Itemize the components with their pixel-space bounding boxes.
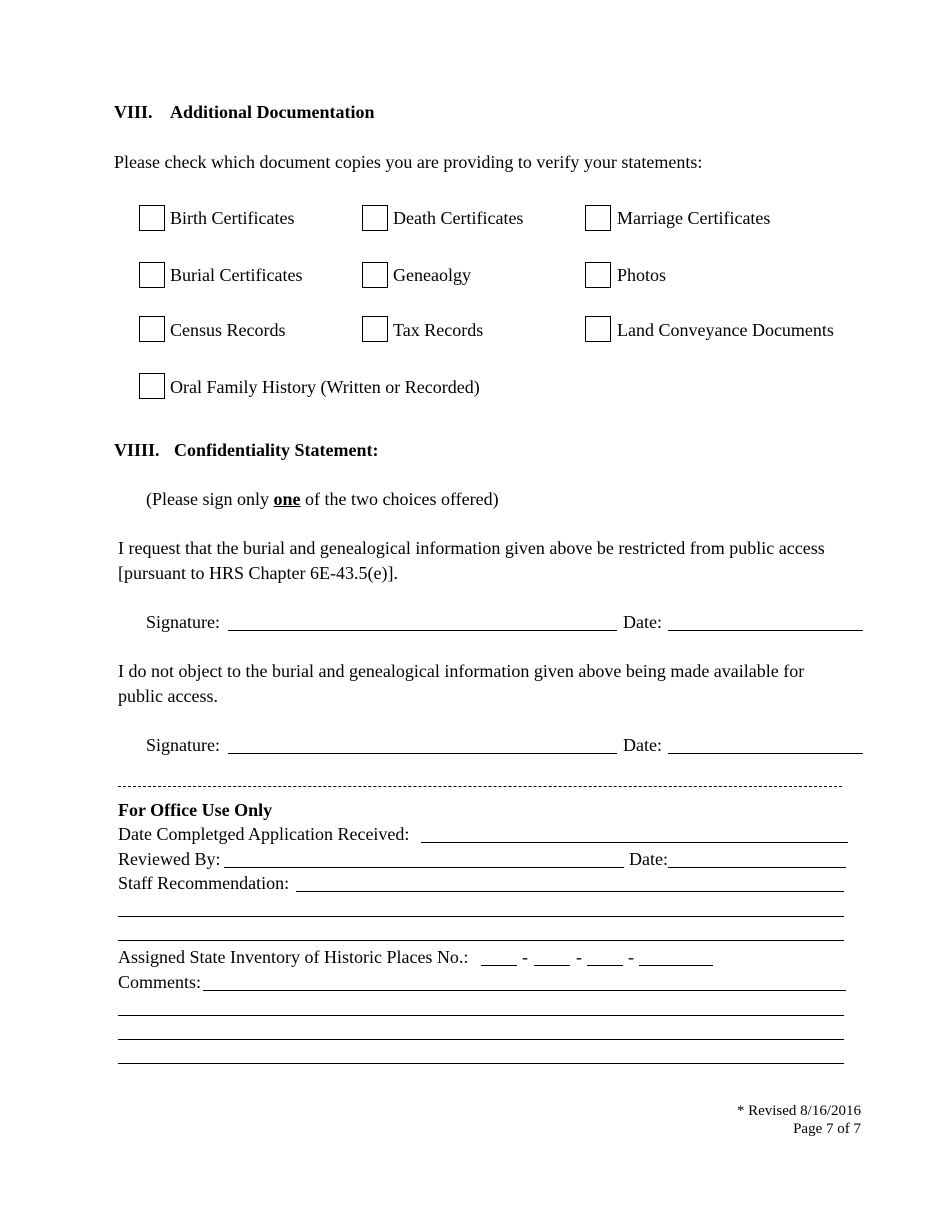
checkbox-label: Photos xyxy=(617,265,667,285)
checkbox-burial-certificates[interactable] xyxy=(139,262,165,288)
comments-label: Comments: xyxy=(118,972,202,992)
checkbox-birth-certificates[interactable] xyxy=(139,205,165,231)
checkbox-label: Death Certificates xyxy=(393,208,524,228)
comments-line-4[interactable] xyxy=(118,1063,844,1064)
option-2-text-line-2: public access. xyxy=(118,686,218,706)
inventory-field-4[interactable] xyxy=(639,965,713,966)
checkbox-land-conveyance-documents[interactable] xyxy=(585,316,611,342)
checkbox-label: Oral Family History (Written or Recorded) xyxy=(170,377,480,397)
date-label: Date: xyxy=(623,735,662,755)
reviewed-by-line[interactable] xyxy=(224,867,624,868)
signature-line-2[interactable] xyxy=(228,753,617,754)
inventory-separator: - xyxy=(522,947,528,967)
checkbox-genealogy[interactable] xyxy=(362,262,388,288)
sign-one-note: (Please sign only one of the two choices offered) xyxy=(146,489,499,509)
inventory-field-1[interactable] xyxy=(481,965,517,966)
date-received-line[interactable] xyxy=(421,842,848,843)
checkbox-label: Census Records xyxy=(170,320,286,340)
comments-line-3[interactable] xyxy=(118,1039,844,1040)
inventory-label: Assigned State Inventory of Historic Places No.: xyxy=(118,947,469,967)
section-8-title: Additional Documentation xyxy=(170,102,375,122)
checkbox-label: Tax Records xyxy=(393,320,484,340)
inventory-separator: - xyxy=(576,947,582,967)
section-8-instruction: Please check which document copies you are providing to verify your statements: xyxy=(114,152,703,172)
signature-label: Signature: xyxy=(146,735,220,755)
inventory-field-3[interactable] xyxy=(587,965,623,966)
checkbox-label: Burial Certificates xyxy=(170,265,303,285)
inventory-field-2[interactable] xyxy=(534,965,570,966)
section-9-title: Confidentiality Statement: xyxy=(174,440,379,460)
option-2-text-line-1: I do not object to the burial and genealogical information given above being made available for xyxy=(118,661,805,681)
date-label: Date: xyxy=(623,612,662,632)
reviewed-by-label: Reviewed By: xyxy=(118,849,221,869)
checkbox-marriage-certificates[interactable] xyxy=(585,205,611,231)
signature-label: Signature: xyxy=(146,612,220,632)
staff-recommendation-line[interactable] xyxy=(296,891,844,892)
office-use-title: For Office Use Only xyxy=(118,800,273,820)
inventory-separator: - xyxy=(628,947,634,967)
checkbox-label: Land Conveyance Documents xyxy=(617,320,834,340)
date-line-2[interactable] xyxy=(668,753,863,754)
emphasis-one: one xyxy=(273,489,301,509)
section-9-number: VIIII. xyxy=(114,440,160,460)
page-number: Page 7 of 7 xyxy=(793,1121,861,1137)
staff-recommendation-label: Staff Recommendation: xyxy=(118,873,290,893)
checkbox-label: Birth Certificates xyxy=(170,208,295,228)
signature-line-1[interactable] xyxy=(228,630,617,631)
checkbox-label: Marriage Certificates xyxy=(617,208,771,228)
section-divider xyxy=(118,786,842,787)
section-8-number: VIII. xyxy=(114,102,153,122)
staff-recommendation-line-2[interactable] xyxy=(118,916,844,917)
office-date-line[interactable] xyxy=(668,867,846,868)
checkbox-census-records[interactable] xyxy=(139,316,165,342)
option-1-text-line-1: I request that the burial and genealogical information given above be restricted from public access xyxy=(118,538,825,558)
office-date-label: Date: xyxy=(629,849,668,869)
date-received-label: Date Completged Application Received: xyxy=(118,824,410,844)
date-line-1[interactable] xyxy=(668,630,863,631)
revised-date: * Revised 8/16/2016 xyxy=(736,1103,861,1119)
checkbox-oral-family-history[interactable] xyxy=(139,373,165,399)
option-1-text-line-2: [pursuant to HRS Chapter 6E-43.5(e)]. xyxy=(118,563,398,583)
checkbox-tax-records[interactable] xyxy=(362,316,388,342)
comments-line-2[interactable] xyxy=(118,1015,844,1016)
comments-line-1[interactable] xyxy=(203,990,846,991)
staff-recommendation-line-3[interactable] xyxy=(118,940,844,941)
checkbox-photos[interactable] xyxy=(585,262,611,288)
checkbox-label: Geneaolgy xyxy=(393,265,471,285)
checkbox-death-certificates[interactable] xyxy=(362,205,388,231)
